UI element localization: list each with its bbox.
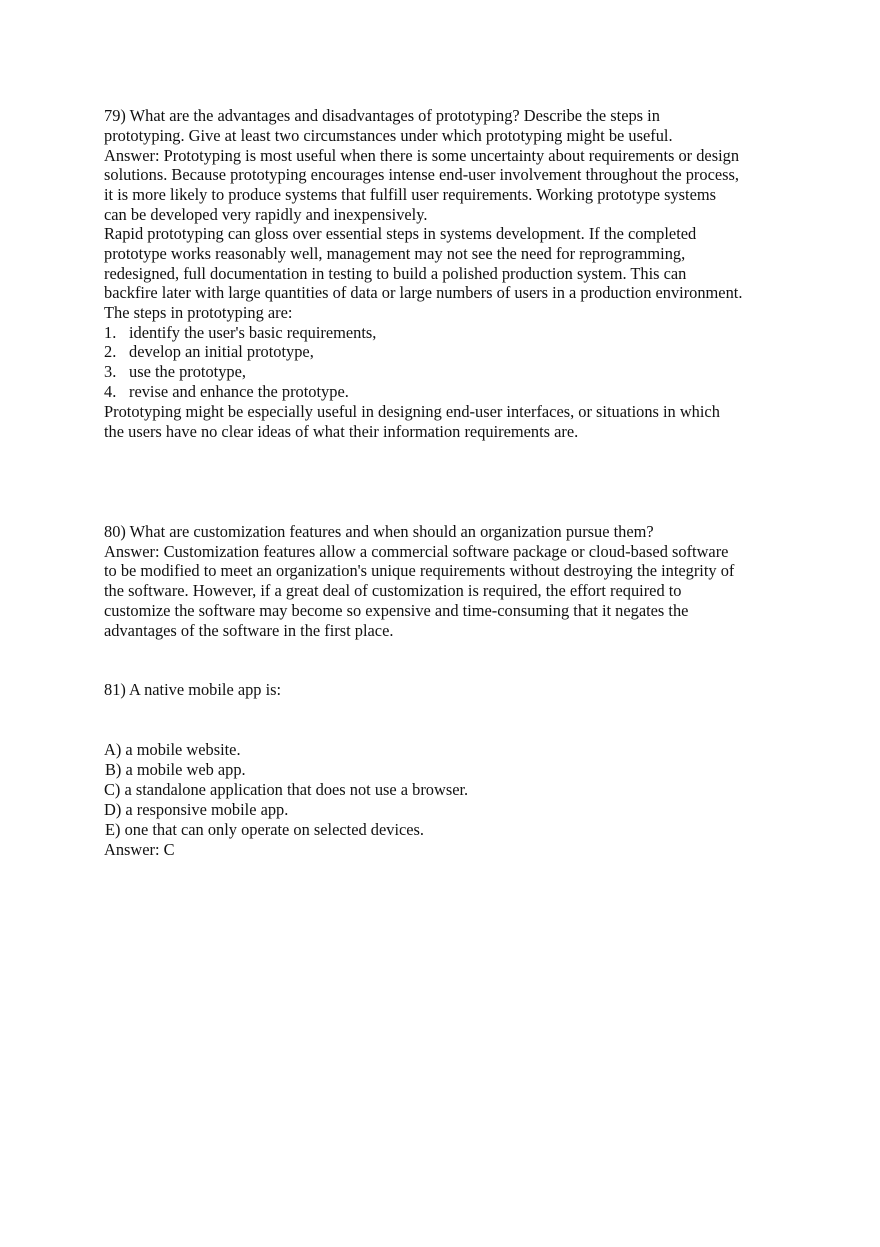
question-79-line: prototyping. Give at least two circumstances under which prototyping might be useful.: [104, 126, 673, 145]
step-item: [104, 342, 314, 362]
answer-79-line: solutions. Because prototyping encourages intense end-user involvement throughout the process,: [104, 165, 739, 184]
answer-79-line: can be developed very rapidly and inexpensively.: [104, 205, 428, 224]
answer-79-line: the users have no clear ideas of what their information requirements are.: [104, 422, 579, 441]
answer-81: Answer: C: [104, 840, 175, 859]
option-d: D) a responsive mobile app.: [104, 800, 289, 819]
step-text: use the prototype,: [129, 362, 246, 381]
step-number: 2.: [104, 342, 117, 361]
option-b: B) a mobile web app.: [105, 760, 246, 779]
answer-79-line: The steps in prototyping are:: [104, 303, 293, 322]
answer-80-line: to be modified to meet an organization's unique requirements without destroying the integrity of: [104, 561, 735, 580]
answer-80-line: the software. However, if a great deal of customization is required, the effort required to: [104, 581, 682, 600]
option-c: C) a standalone application that does not use a browser.: [104, 780, 469, 799]
step-number: 4.: [104, 382, 117, 401]
option-e: E) one that can only operate on selected devices.: [105, 820, 425, 839]
answer-79-line: Prototyping might be especially useful in designing end-user interfaces, or situations in which: [104, 402, 720, 421]
step-item: [104, 362, 246, 382]
question-80-line: 80) What are customization features and when should an organization pursue them?: [104, 522, 654, 541]
answer-79-line: backfire later with large quantities of data or large numbers of users in a production environment.: [104, 283, 743, 302]
step-text: develop an initial prototype,: [129, 342, 314, 361]
step-item: [104, 323, 376, 343]
answer-79-line: redesigned, full documentation in testing to build a polished production system. This can: [104, 264, 687, 283]
step-number: 3.: [104, 362, 117, 381]
answer-80-line: advantages of the software in the first place.: [104, 621, 394, 640]
step-item: [104, 382, 349, 402]
answer-79-line: Answer: Prototyping is most useful when there is some uncertainty about requirements or design: [104, 146, 740, 165]
answer-79-line: prototype works reasonably well, management may not see the need for reprogramming,: [104, 244, 686, 263]
answer-80-line: customize the software may become so expensive and time-consuming that it negates the: [104, 601, 689, 620]
question-81-text: 81) A native mobile app is:: [104, 680, 282, 699]
answer-79-line: it is more likely to produce systems that fulfill user requirements. Working prototype systems: [104, 185, 717, 204]
step-text: revise and enhance the prototype.: [129, 382, 349, 401]
step-number: 1.: [104, 323, 117, 342]
answer-79-line: Rapid prototyping can gloss over essential steps in systems development. If the completed: [104, 224, 697, 243]
question-79-line: 79) What are the advantages and disadvantages of prototyping? Describe the steps in: [104, 106, 660, 125]
option-a: A) a mobile website.: [104, 740, 241, 759]
step-text: identify the user's basic requirements,: [129, 323, 377, 342]
answer-80-line: Answer: Customization features allow a commercial software package or cloud-based software: [104, 542, 729, 561]
